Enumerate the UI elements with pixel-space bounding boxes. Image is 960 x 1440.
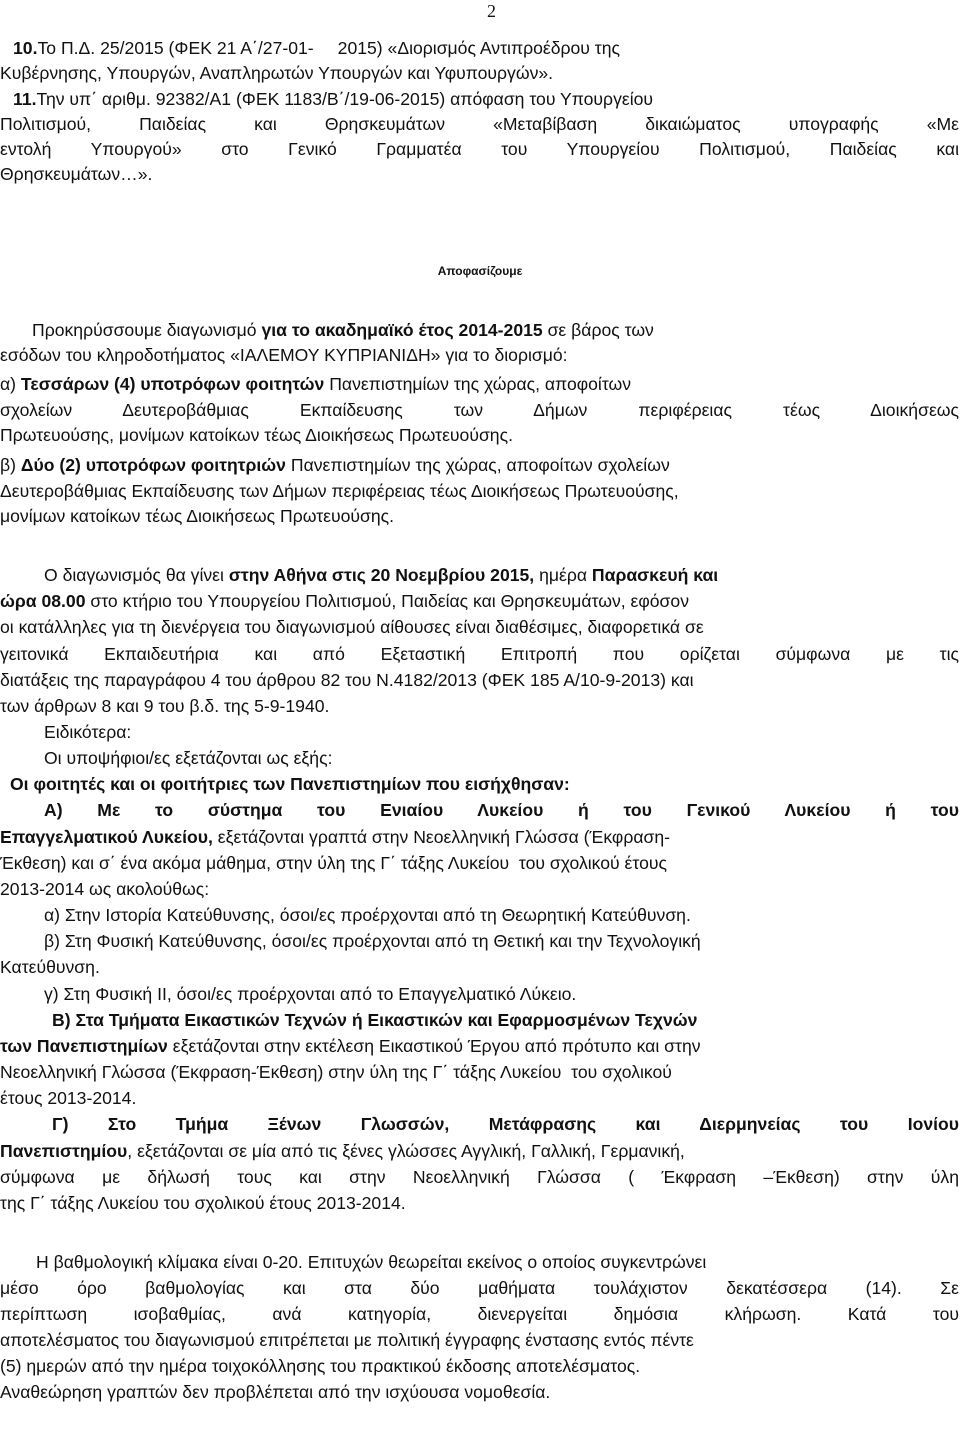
sB-line-2: των Πανεπιστημίων εξετάζονται στην εκτέλεση Εικαστικού Έργου από πρότυπο και στην — [0, 1036, 701, 1056]
p2-line-7: Ειδικότερα: — [44, 722, 132, 742]
item-number: 10. — [13, 38, 38, 58]
heading-apofasizoume: Αποφασίζουμε — [437, 264, 523, 278]
sA-line-3: Έκθεση) και σ΄ ένα ακόμα μάθημα, στην ύλη της Γ΄ τάξης Λυκείου του σχολικού έτους — [0, 853, 667, 873]
sA-line-2: Επαγγελματικού Λυκείου, εξετάζονται γραπτά στην Νεοελληνική Γλώσσα (Έκφραση- — [0, 827, 671, 847]
item-11-line-1: 11.Την υπ΄ αριθμ. 92382/Α1 (ΦΕΚ 1183/Β΄/19-06-2015) απόφαση του Υπουργείου — [13, 89, 654, 109]
p1-line-1: Προκηρύσσουμε διαγωνισμό για το ακαδημαϊκό έτος 2014-2015 σε βάρος των — [32, 320, 654, 340]
pa-line-3: Πρωτευούσης, μονίμων κατοίκων τέως Διοικήσεως Πρωτευούσης. — [0, 425, 513, 445]
p2-line-2: ώρα 08.00 στο κτήριο του Υπουργείου Πολιτισμού, Παιδείας και Θρησκευμάτων, εφόσον — [0, 591, 689, 611]
sA-line-4: 2013-2014 ως ακολούθως: — [0, 879, 210, 899]
sA-item-b-line-1: β) Στη Φυσική Κατεύθυνσης, όσοι/ες προέρχονται από τη Θετική και την Τεχνολογική — [44, 931, 701, 951]
item-11-line-2: Πολιτισμού, Παιδείας και Θρησκευμάτων «Μεταβίβαση δικαιώματος υπογραφής «Με — [0, 114, 959, 134]
pa-line-1: α) Τεσσάρων (4) υποτρόφων φοιτητών Πανεπιστημίων της χώρας, αποφοίτων — [0, 374, 632, 394]
item-10-line-2: Κυβέρνησης, Υπουργών, Αναπληρωτών Υπουργών και Υφυπουργών». — [0, 63, 554, 83]
p2-line-5: διατάξεις της παραγράφου 4 του άρθρου 82 του Ν.4182/2013 (ΦΕΚ 185 Α/10-9-2013) και — [0, 670, 694, 690]
grading-line-5: (5) ημερών από την ημέρα τοιχοκόλλησης του πρακτικού έκδοσης αποτελέσματος. — [0, 1356, 641, 1376]
sB-line-1: Β) Στα Τμήματα Εικαστικών Τεχνών ή Εικαστικών και Εφαρμοσμένων Τεχνών — [52, 1010, 698, 1030]
sA-line-1: Α) Με το σύστημα του Ενιαίου Λυκείου ή του Γενικού Λυκείου ή του — [44, 800, 959, 820]
sG-line-1: Γ) Στο Τμήμα Ξένων Γλωσσών, Μετάφρασης και Διερμηνείας του Ιονίου — [52, 1114, 959, 1134]
pa-line-2: σχολείων Δευτεροβάθμιας Εκπαίδευσης των Δήμων περιφέρειας τέως Διοικήσεως — [0, 400, 959, 420]
item-11-line-4: Θρησκευμάτων…». — [0, 164, 153, 184]
grading-line-2: μέσο όρο βαθμολογίας και στα δύο μαθήματα τουλάχιστον δεκατέσσερα (14). Σε — [0, 1278, 959, 1298]
p2-line-3: οι κατάλληλες για τη διενέργεια του διαγωνισμού αίθουσες είναι διαθέσιμες, διαφορετικά σε — [0, 617, 704, 637]
sG-line-3: σύμφωνα με δήλωσή τους και στην Νεοελληνική Γλώσσα ( Έκφραση –Έκθεση) στην ύλη — [0, 1167, 959, 1187]
sG-line-4: της Γ΄ τάξης Λυκείου του σχολικού έτους 2013-2014. — [0, 1193, 406, 1213]
grading-line-6: Αναθεώρηση γραπτών δεν προβλέπεται από την ισχύουσα νομοθεσία. — [0, 1382, 551, 1402]
sB-line-3: Νεοελληνική Γλώσσα (Έκφραση-Έκθεση) στην ύλη της Γ΄ τάξης Λυκείου του σχολικού — [0, 1062, 672, 1082]
p2-line-4: γειτονικά Εκπαιδευτήρια και από Εξεταστική Επιτροπή που ορίζεται σύμφωνα με τις — [0, 644, 959, 664]
pb-line-1: β) Δύο (2) υποτρόφων φοιτητριών Πανεπιστημίων της χώρας, αποφοίτων σχολείων — [0, 455, 670, 475]
p2-line-1: Ο διαγωνισμός θα γίνει στην Αθήνα στις 20 Νοεμβρίου 2015, ημέρα Παρασκευή και — [44, 565, 719, 585]
item-10-line-1: 10.Το Π.Δ. 25/2015 (ΦΕΚ 21 Α΄/27-01- 2015) «Διορισμός Αντιπροέδρου της — [13, 38, 621, 58]
students-heading: Οι φοιτητές και οι φοιτήτριες των Πανεπιστημίων που εισήχθησαν: — [10, 774, 570, 794]
pb-line-2: Δευτεροβάθμιας Εκπαίδευσης των Δήμων περιφέρειας τέως Διοικήσεως Πρωτευούσης, — [0, 481, 679, 501]
p1-line-2: εσόδων του κληροδοτήματος «ΙΑΛΕΜΟΥ ΚΥΠΡΙΑΝΙΔΗ» για το διορισμό: — [0, 345, 568, 365]
sG-line-2: Πανεπιστημίου, εξετάζονται σε μία από τις ξένες γλώσσες Αγγλική, Γαλλική, Γερμανική, — [0, 1141, 685, 1161]
p2-line-6: των άρθρων 8 και 9 του β.δ. της 5-9-1940. — [0, 696, 330, 716]
grading-line-1: Η βαθμολογική κλίμακα είναι 0-20. Επιτυχών θεωρείται εκείνος ο οποίος συγκεντρώνει — [36, 1252, 707, 1272]
item-number: 11. — [13, 89, 37, 109]
sA-item-a: α) Στην Ιστορία Κατεύθυνσης, όσοι/ες προέρχονται από τη Θεωρητική Κατεύθυνση. — [44, 905, 691, 925]
sA-item-b-line-2: Κατεύθυνση. — [0, 957, 100, 977]
p2-line-8: Οι υποψήφιοι/ες εξετάζονται ως εξής: — [44, 748, 333, 768]
page-number: 2 — [487, 1, 496, 21]
sA-item-g: γ) Στη Φυσική ΙΙ, όσοι/ες προέρχονται από το Επαγγελματικό Λύκειο. — [44, 984, 577, 1004]
grading-line-4: αποτελέσματος του διαγωνισμού επιτρέπεται με πολιτική έγγραφης ένστασης εντός πέντε — [0, 1330, 694, 1350]
pb-line-3: μονίμων κατοίκων τέως Διοικήσεως Πρωτευούσης. — [0, 506, 395, 526]
sB-line-4: έτους 2013-2014. — [0, 1088, 137, 1108]
grading-line-3: περίπτωση ισοβαθμίας, ανά κατηγορία, διενεργείται δημόσια κλήρωση. Κατά του — [0, 1304, 959, 1324]
item-11-line-3: εντολή Υπουργού» στο Γενικό Γραμματέα του Υπουργείου Πολιτισμού, Παιδείας και — [0, 139, 959, 159]
